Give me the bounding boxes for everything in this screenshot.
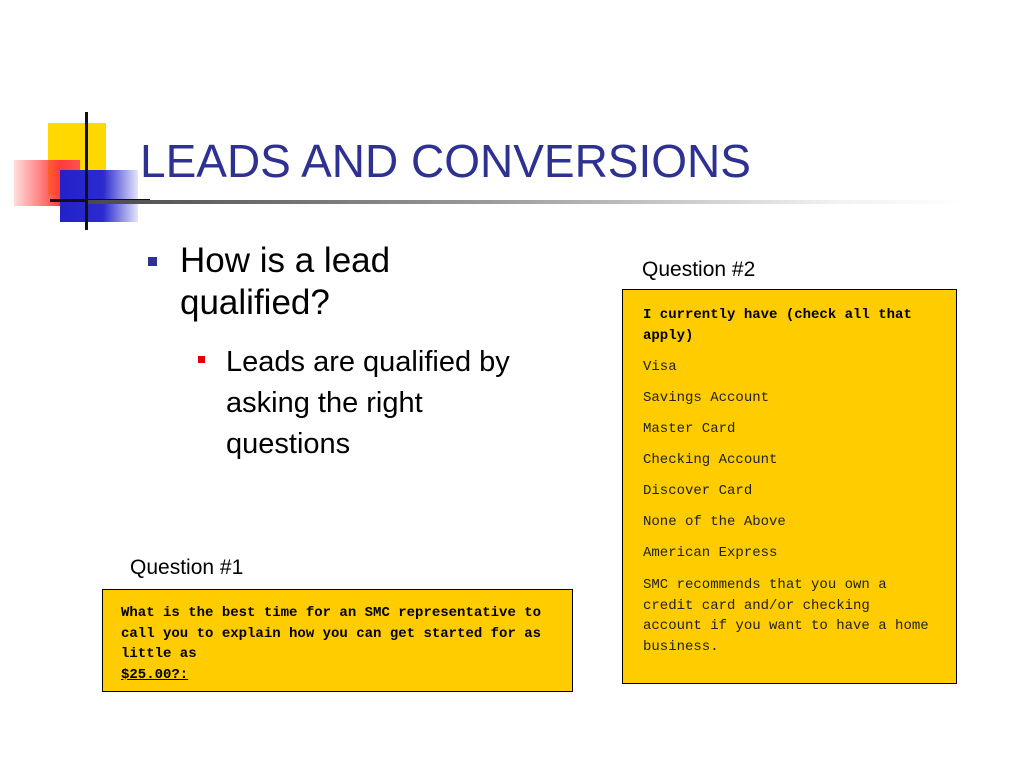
option-none-of-the-above[interactable]: None of the Above bbox=[643, 514, 786, 530]
slide-title: LEADS AND CONVERSIONS bbox=[140, 135, 751, 187]
question-2-box bbox=[622, 289, 957, 684]
logo-blue-bar bbox=[60, 170, 138, 222]
title-underline bbox=[88, 200, 968, 204]
question-2-note: SMC recommends that you own a credit card and/or checking account if you want to have a home business. bbox=[643, 577, 929, 655]
question-1-text: What is the best time for an SMC representative to call you to explain how you can get started for as little as bbox=[121, 605, 542, 662]
option-checking-account[interactable]: Checking Account bbox=[643, 452, 778, 468]
question-2-text: I currently have (check all that apply) bbox=[643, 307, 912, 344]
option-master-card[interactable]: Master Card bbox=[643, 421, 736, 437]
question-1-link[interactable]: $25.00?: bbox=[121, 666, 189, 683]
square-bullet-icon bbox=[148, 257, 157, 266]
logo-vertical-line bbox=[85, 112, 88, 230]
question-1-box bbox=[102, 589, 573, 692]
option-savings-account[interactable]: Savings Account bbox=[643, 390, 770, 406]
option-discover-card[interactable]: Discover Card bbox=[643, 483, 753, 499]
question-1-label: Question #1 bbox=[130, 556, 244, 579]
bullet-main-text: How is a lead qualified? bbox=[180, 241, 391, 322]
square-bullet-icon bbox=[198, 356, 205, 363]
question-2-label: Question #2 bbox=[642, 258, 756, 281]
option-visa[interactable]: Visa bbox=[643, 359, 677, 375]
option-american-express[interactable]: American Express bbox=[643, 545, 778, 561]
bullet-sub-text: Leads are qualified by asking the right questions bbox=[226, 346, 510, 460]
